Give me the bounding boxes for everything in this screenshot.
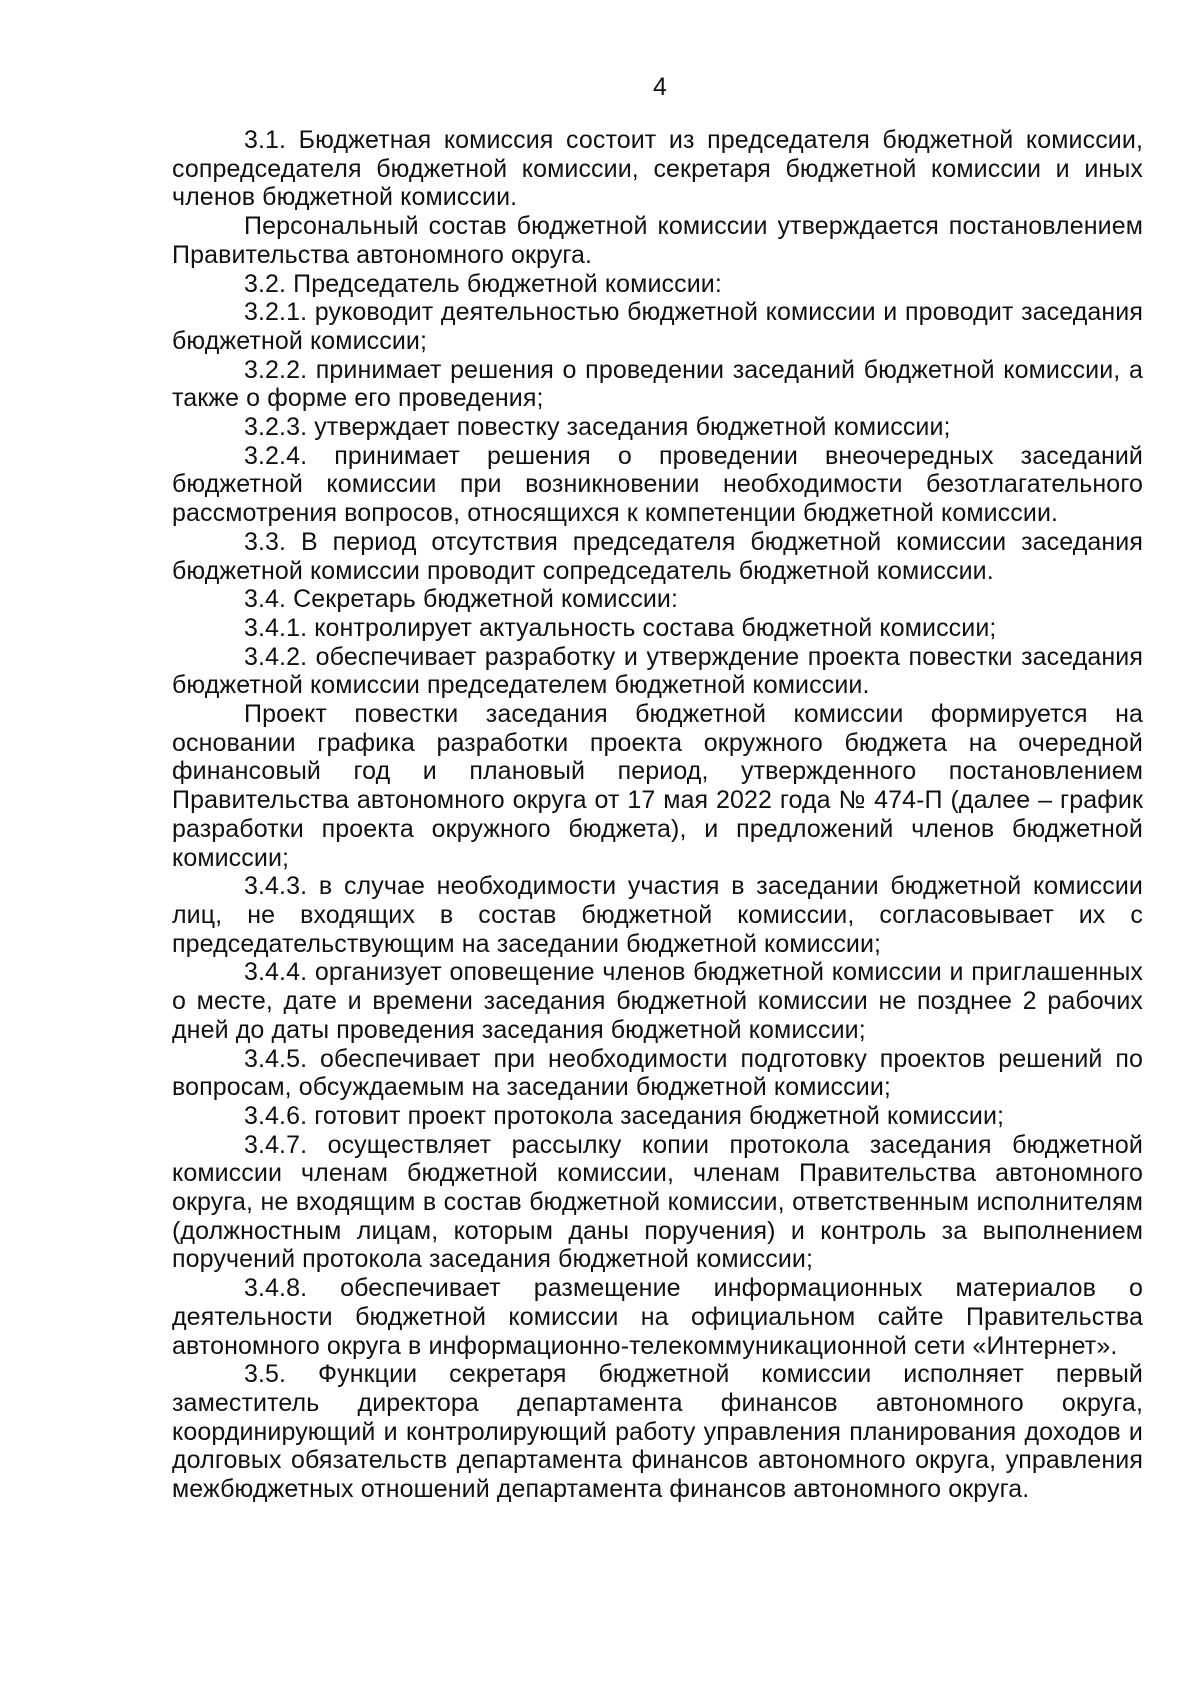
paragraph-3-2: 3.2. Председатель бюджетной комиссии: <box>244 269 722 298</box>
paragraph-personal-composition: Персональный состав бюджетной комиссии утверждается постановлением Правительства автономного округа. <box>172 212 1143 269</box>
paragraph-3-4-8: 3.4.8. обеспечивает размещение информационных материалов о деятельности бюджетной комиссии на официальном сайте Правительства автономного округа в информационно-телекоммуникационной сети «Интернет». <box>172 1274 1143 1360</box>
paragraph-3-4-1: 3.4.1. контролирует актуальность состава бюджетной комиссии; <box>244 613 997 642</box>
paragraph-3-5: 3.5. Функции секретаря бюджетной комиссии исполняет первый заместитель директора департамента финансов автономного округа, координирующий и контролирующий работу управления планирования доходов и долговых обязательств департамента финансов автономного округа, управления межбюджетных отношений департамента финансов автономного округа. <box>172 1360 1143 1504</box>
paragraph-3-2-4: 3.2.4. принимает решения о проведении внеочередных заседаний бюджетной комиссии при возникновении необходимости безотлагательного рассмотрения вопросов, относящихся к компетенции бюджетной комиссии. <box>172 441 1143 528</box>
paragraph-3-4-5: 3.4.5. обеспечивает при необходимости подготовку проектов решений по вопросам, обсуждаемым на заседании бюджетной комиссии; <box>172 1044 1143 1102</box>
paragraph-3-4-2: 3.4.2. обеспечивает разработку и утверждение проекта повестки заседания бюджетной комиссии председателем бюджетной комиссии. <box>172 642 1143 700</box>
paragraph-3-4-6: 3.4.6. готовит проект протокола заседания бюджетной комиссии; <box>244 1101 1005 1130</box>
paragraph-3-4-4: 3.4.4. организует оповещение членов бюджетной комиссии и приглашенных о месте, дате и времени заседания бюджетной комиссии не позднее 2 рабочих дней до даты проведения заседания бюджетной комиссии; <box>172 958 1143 1044</box>
paragraph-agenda-draft: Проект повестки заседания бюджетной комиссии формируется на основании графика разработки проекта окружного бюджета на очередной финансовый год и плановый период, утвержденного постановлением Правительства автономного округа от 17 мая 2022 года № 474-П (далее – график разработки проекта окружного бюджета), и предложений членов бюджетной комиссии; <box>172 700 1143 872</box>
paragraph-3-4: 3.4. Секретарь бюджетной комиссии: <box>244 585 678 614</box>
paragraph-3-2-3: 3.2.3. утверждает повестку заседания бюджетной комиссии; <box>244 413 951 442</box>
paragraph-3-4-7: 3.4.7. осуществляет рассылку копии протокола заседания бюджетной комиссии членам бюджетной комиссии, членам Правительства автономного округа, не входящим в состав бюджетной комиссии, ответственным исполнителям (должностным лицам, которым даны поручения) и контроль за выполнением поручений протокола заседания бюджетной комиссии; <box>172 1130 1143 1274</box>
paragraph-3-1: 3.1. Бюджетная комиссия состоит из председателя бюджетной комиссии, сопредседателя бюджетной комиссии, секретаря бюджетной комиссии и иных членов бюджетной комиссии. <box>172 126 1143 212</box>
paragraph-3-4-3: 3.4.3. в случае необходимости участия в заседании бюджетной комиссии лиц, не входящих в состав бюджетной комиссии, согласовывает их с председательствующим на заседании бюджетной комиссии; <box>172 872 1143 958</box>
paragraph-3-2-2: 3.2.2. принимает решения о проведении заседаний бюджетной комиссии, а также о форме его проведения; <box>172 355 1143 413</box>
paragraph-3-2-1: 3.2.1. руководит деятельностью бюджетной комиссии и проводит заседания бюджетной комиссии; <box>172 298 1143 355</box>
page-number: 4 <box>653 73 667 101</box>
paragraph-3-3: 3.3. В период отсутствия председателя бюджетной комиссии заседания бюджетной комиссии проводит сопредседатель бюджетной комиссии. <box>172 527 1143 585</box>
document-body <box>172 126 1143 1504</box>
